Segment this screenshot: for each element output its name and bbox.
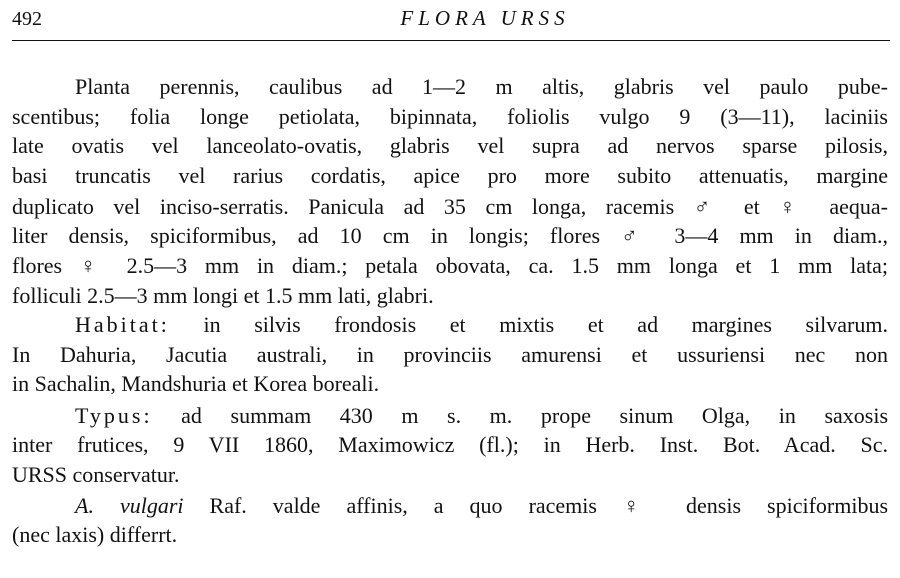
- text-line: folliculi 2.5—3 mm longi et 1.5 mm lati, glabri.: [12, 282, 434, 308]
- typus-paragraph: [12, 401, 888, 490]
- typus-text: ad summam 430 m s. m. prope sinum Olga, in saxosis: [181, 402, 889, 428]
- typus-label: Typus:: [75, 402, 153, 428]
- habitat-label: Habitat:: [75, 312, 170, 338]
- text-line: URSS conservatur.: [12, 461, 180, 487]
- running-title: FLORA URSS: [400, 6, 570, 30]
- text-line: late ovatis vel lanceolato-ovatis, glabris vel supra ad nervos sparse pilosis,: [12, 133, 888, 159]
- habitat-text: in silvis frondosis et mixtis et ad margines silvarum.: [203, 312, 888, 338]
- text-line: inter frutices, 9 VII 1860, Maximowicz (fl.); in Herb. Inst. Bot. Acad. Sc.: [12, 432, 888, 458]
- note-paragraph: [12, 491, 888, 550]
- header-rule: [12, 40, 890, 41]
- description-paragraph: [12, 72, 888, 310]
- page-number: 492: [12, 8, 42, 30]
- habitat-paragraph: [12, 310, 888, 399]
- text-line: [12, 491, 888, 521]
- text-line: [12, 310, 888, 340]
- text-line: In Dahuria, Jacutia australi, in provinciis amurensi et ussuriensi nec non: [12, 341, 888, 367]
- text-line: (nec laxis) differrt.: [12, 522, 178, 548]
- page-body: [12, 72, 888, 550]
- text-line: scentibus; folia longe petiolata, bipinnata, foliolis vulgo 9 (3—11), laciniis: [12, 103, 888, 129]
- species-name: A. vulgari: [75, 492, 184, 518]
- note-text: Raf. valde affinis, a quo racemis ♀ densis spiciformibus: [209, 492, 889, 518]
- text-line: in Sachalin, Mandshuria et Korea boreali.: [12, 371, 380, 397]
- text-line: Planta perennis, caulibus ad 1—2 m altis, glabris vel paulo pube-: [75, 74, 888, 99]
- text-line: flores ♀ 2.5—3 mm in diam.; petala obovata, ca. 1.5 mm longa et 1 mm lata;: [12, 253, 888, 279]
- text-line: duplicato vel inciso-serratis. Panicula ad 35 cm longa, racemis ♂ et ♀ aequa-: [12, 193, 888, 219]
- text-line: [12, 401, 888, 431]
- text-line: basi truncatis vel rarius cordatis, apice pro more subito attenuatis, margine: [12, 162, 888, 188]
- text-line: liter densis, spiciformibus, ad 10 cm in longis; flores ♂ 3—4 mm in diam.,: [12, 223, 888, 249]
